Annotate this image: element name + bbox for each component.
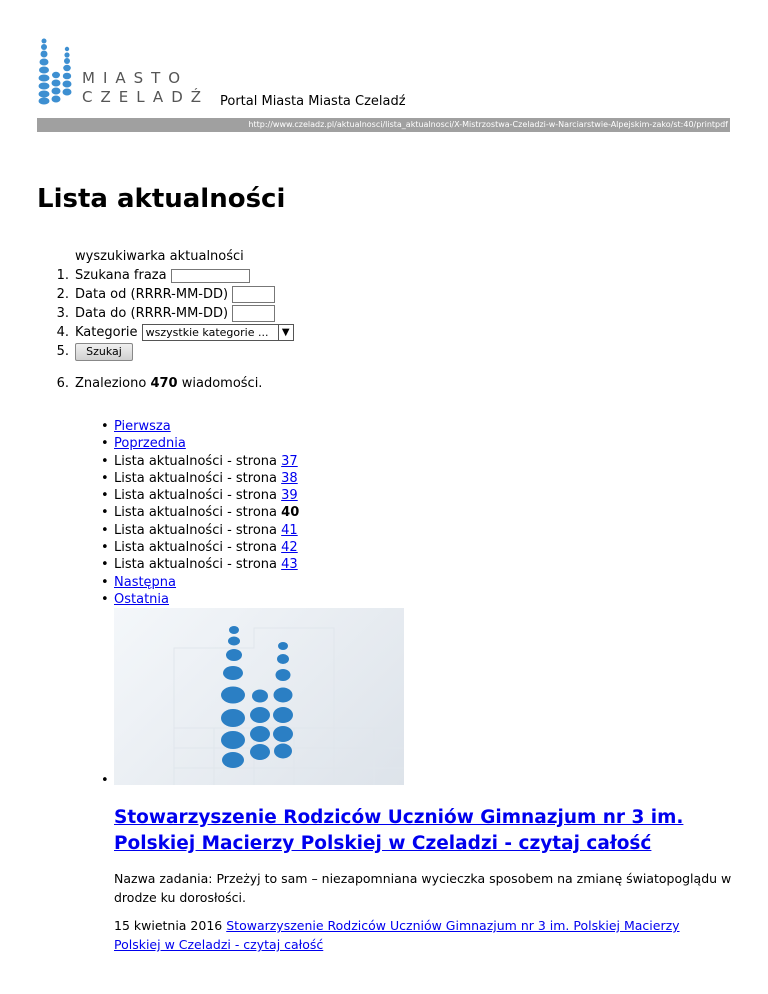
search-phrase-row [56,266,294,285]
news-description: Nazwa zadania: Przeżyj to sam – niezapomniana wycieczka sposobem na zmianę światopoglądu w drodze ku dorosłości. [114,871,732,905]
pagination-page [114,522,299,539]
pagination-page [114,487,299,504]
date-to-label: Data do (RRRR-MM-DD) [75,306,229,321]
row-number: 6. [56,376,69,391]
date-to-row [56,304,294,323]
page-prefix: Lista aktualności - strona [114,488,278,504]
news-read-more-link[interactable]: Stowarzyszenie Rodziców Uczniów Gimnazjum nr 3 im. Polskiej Macierzy Polskiej w Czeladzi - czytaj całość [114,918,680,952]
search-phrase-label: Szukana fraza [75,268,167,283]
news-thumbnail[interactable] [114,608,404,785]
page-link-41[interactable]: 41 [281,522,298,538]
date-from-row [56,285,294,304]
pagination-page [114,539,299,556]
search-phrase-input[interactable] [171,269,250,283]
category-label: Kategorie [75,325,138,340]
news-title-link[interactable]: Stowarzyszenie Rodziców Uczniów Gimnazjum nr 3 im. Polskiej Macierzy Polskiej w Czeladzi - czytaj całość [114,807,684,854]
page-title: Lista aktualności [37,184,286,214]
page-prefix: Lista aktualności - strona [114,505,278,521]
search-form-heading [75,247,294,266]
pagination-next [114,574,299,591]
row-number: 4. [56,325,69,340]
results-suffix: wiadomości. [181,376,263,391]
search-heading-text: wyszukiwarka aktualności [75,249,244,264]
results-row [56,374,294,393]
category-row [56,323,294,342]
dropdown-arrow-icon[interactable]: ▼ [278,325,293,340]
news-title [114,805,734,857]
date-to-input[interactable] [232,305,275,322]
next-page-link[interactable]: Następna [114,574,177,590]
last-page-link[interactable]: Ostatnia [114,591,169,607]
pagination-last [114,591,299,608]
page-prefix: Lista aktualności - strona [114,540,278,556]
page-link-38[interactable]: 38 [281,470,298,486]
page-url-bar: http://www.czeladz.pl/aktualnosci/lista_aktualnosci/X-Mistrzostwa-Czeladzi-w-Narciarstwie-Alpejskim-zako/st:40/printpdf [37,118,730,132]
pagination-page [114,556,299,573]
results-count: 470 [150,376,178,391]
submit-row [56,342,294,365]
news-date: 15 kwietnia 2016 [114,918,223,933]
current-page: 40 [281,505,300,521]
page-link-43[interactable]: 43 [281,557,298,573]
logo-line-1: MIASTO [82,69,189,87]
page-prefix: Lista aktualności - strona [114,522,278,538]
category-select[interactable] [142,324,294,341]
date-from-input[interactable] [232,286,275,303]
page-prefix: Lista aktualności - strona [114,470,278,486]
portal-title: Portal Miasta Miasta Czeladź [220,94,406,109]
first-page-link[interactable]: Pierwsza [114,419,171,434]
news-meta [114,916,714,954]
category-selected-value: wszystkie kategorie ... [145,326,269,339]
pagination-first [114,418,299,435]
pagination-page [114,470,299,487]
list-bullet: • [101,773,109,788]
page-prefix: Lista aktualności - strona [114,557,278,573]
date-from-label: Data od (RRRR-MM-DD) [75,287,229,302]
pagination-page-current [114,504,299,521]
search-submit-button[interactable]: Szukaj [75,343,133,361]
pagination-page [114,453,299,470]
page-link-42[interactable]: 42 [281,540,298,556]
city-logo-image [114,608,404,785]
previous-page-link[interactable]: Poprzednia [114,436,186,452]
row-number: 2. [56,287,69,302]
pagination-prev [114,435,299,452]
pagination [114,418,299,608]
page-prefix: Lista aktualności - strona [114,453,278,469]
logo-line-2: CZELADŹ [82,88,210,106]
results-prefix: Znaleziono [75,376,147,391]
page-link-37[interactable]: 37 [281,453,298,469]
logo-wordmark [82,69,209,107]
page-link-39[interactable]: 39 [281,488,298,504]
search-form [37,247,294,393]
row-number: 5. [56,344,69,359]
logo-dots-icon [39,39,72,105]
row-number: 3. [56,306,69,321]
row-number: 1. [56,268,69,283]
